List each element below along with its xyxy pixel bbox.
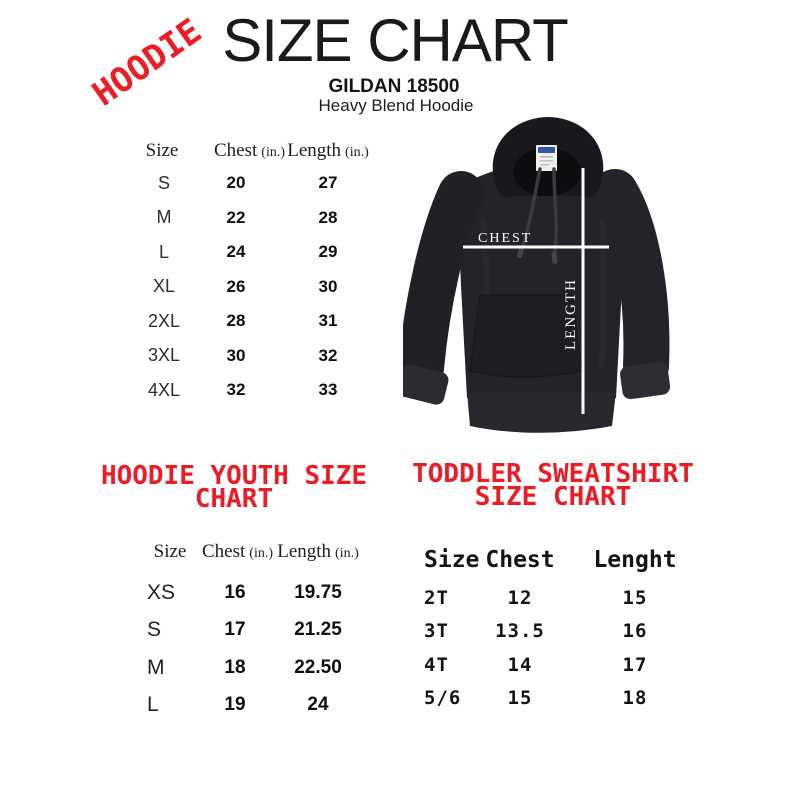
table-cell: 33: [318, 380, 338, 400]
table-row: [420, 648, 705, 682]
table-cell: 27: [318, 173, 338, 193]
table-cell: 22: [226, 207, 246, 227]
toddler-section-title: TODDLER SWEATSHIRT SIZE CHART: [412, 459, 694, 512]
table-cell: 17: [622, 653, 648, 676]
table-cell: L: [147, 693, 159, 717]
youth-section-title: HOODIE YOUTH SIZE CHART: [100, 461, 368, 514]
table-cell: 22.50: [294, 656, 342, 678]
table-cell: 18: [224, 656, 246, 678]
table-row: [114, 235, 398, 270]
table-cell: 15: [622, 586, 648, 609]
table-cell: 2XL: [147, 310, 181, 331]
chest-label: CHEST: [478, 231, 533, 246]
table-cell: 29: [318, 242, 338, 262]
table-row: [142, 687, 368, 725]
youth-size-table: [142, 538, 368, 724]
table-cell: 28: [318, 207, 338, 227]
table-cell: 3XL: [147, 345, 181, 366]
column-header-chest: Chest: [485, 547, 555, 573]
table-cell: 17: [224, 619, 246, 641]
table-cell: 21.25: [294, 619, 342, 641]
neck-tag: [536, 145, 557, 171]
youth-table-header: [142, 538, 368, 566]
table-cell: 30: [318, 276, 338, 296]
table-cell: 5/6: [424, 687, 462, 710]
table-cell: 32: [226, 380, 246, 400]
column-header-chest: Chest (in.): [214, 140, 285, 161]
column-header-length: Length (in.): [287, 140, 369, 161]
table-row: [142, 649, 368, 687]
table-cell: 13.5: [495, 620, 545, 643]
table-cell: M: [147, 655, 165, 679]
table-cell: 19: [224, 694, 246, 716]
table-cell: 15: [507, 687, 533, 710]
table-cell: 24: [307, 694, 329, 716]
table-cell: 18: [622, 687, 648, 710]
table-row: [420, 581, 705, 615]
table-row: [142, 612, 368, 650]
table-row: [114, 270, 398, 305]
hoodie-badge: HOODIE: [85, 11, 210, 115]
table-cell: XL: [152, 276, 176, 297]
table-cell: M: [156, 207, 172, 228]
table-row: [142, 574, 368, 612]
hoodie-right-cuff: [619, 361, 671, 400]
table-row: [114, 373, 398, 408]
table-cell: L: [158, 241, 169, 262]
table-cell: 14: [507, 653, 533, 676]
column-header-length: Length (in.): [277, 541, 359, 562]
youth-table-body: [142, 574, 368, 724]
table-cell: 20: [226, 173, 246, 193]
table-cell: 16: [622, 620, 648, 643]
table-row: [420, 615, 705, 649]
table-row: [114, 304, 398, 339]
brand-subtitle: Heavy Blend Hoodie: [318, 96, 474, 115]
table-cell: 32: [318, 345, 338, 365]
column-header-size: Size: [153, 541, 187, 562]
table-cell: S: [157, 172, 170, 193]
table-cell: 26: [226, 276, 246, 296]
table-cell: XS: [147, 580, 176, 604]
table-row: [420, 682, 705, 716]
table-cell: 24: [226, 242, 246, 262]
toddler-size-table: [420, 545, 705, 715]
toddler-table-body: [420, 581, 705, 715]
table-row: [114, 201, 398, 236]
table-cell: S: [147, 618, 162, 642]
page-title: SIZE CHART: [222, 7, 568, 74]
fold-highlight: [601, 218, 603, 368]
table-cell: 28: [226, 311, 246, 331]
table-cell: 12: [507, 586, 533, 609]
table-cell: 30: [226, 345, 246, 365]
column-header-chest: Chest (in.): [202, 541, 273, 562]
toddler-table-header: [420, 545, 705, 575]
brand-name: GILDAN 18500: [328, 76, 460, 97]
hoodie-hem: [467, 392, 616, 433]
table-cell: 16: [224, 581, 246, 603]
column-header-size: Size: [424, 547, 480, 573]
table-cell: 2T: [424, 586, 449, 609]
length-label: LENGTH: [563, 278, 579, 350]
column-header-length: Lenght: [593, 547, 677, 573]
table-row: [114, 166, 398, 201]
table-row: [114, 339, 398, 374]
drawstring-right: [554, 169, 556, 256]
table-cell: 31: [318, 311, 338, 331]
table-cell: 19.75: [294, 581, 342, 603]
adult-table-body: [114, 166, 398, 408]
hoodie-right-sleeve: [615, 192, 646, 366]
hoodie-photo: [403, 106, 718, 441]
table-cell: 3T: [424, 620, 449, 643]
hoodie-left-sleeve: [421, 194, 461, 368]
table-cell: 4T: [424, 653, 449, 676]
table-cell: 4XL: [147, 379, 181, 400]
adult-table-header: [114, 136, 398, 166]
adult-size-table: [114, 136, 398, 408]
column-header-size: Size: [145, 140, 179, 161]
